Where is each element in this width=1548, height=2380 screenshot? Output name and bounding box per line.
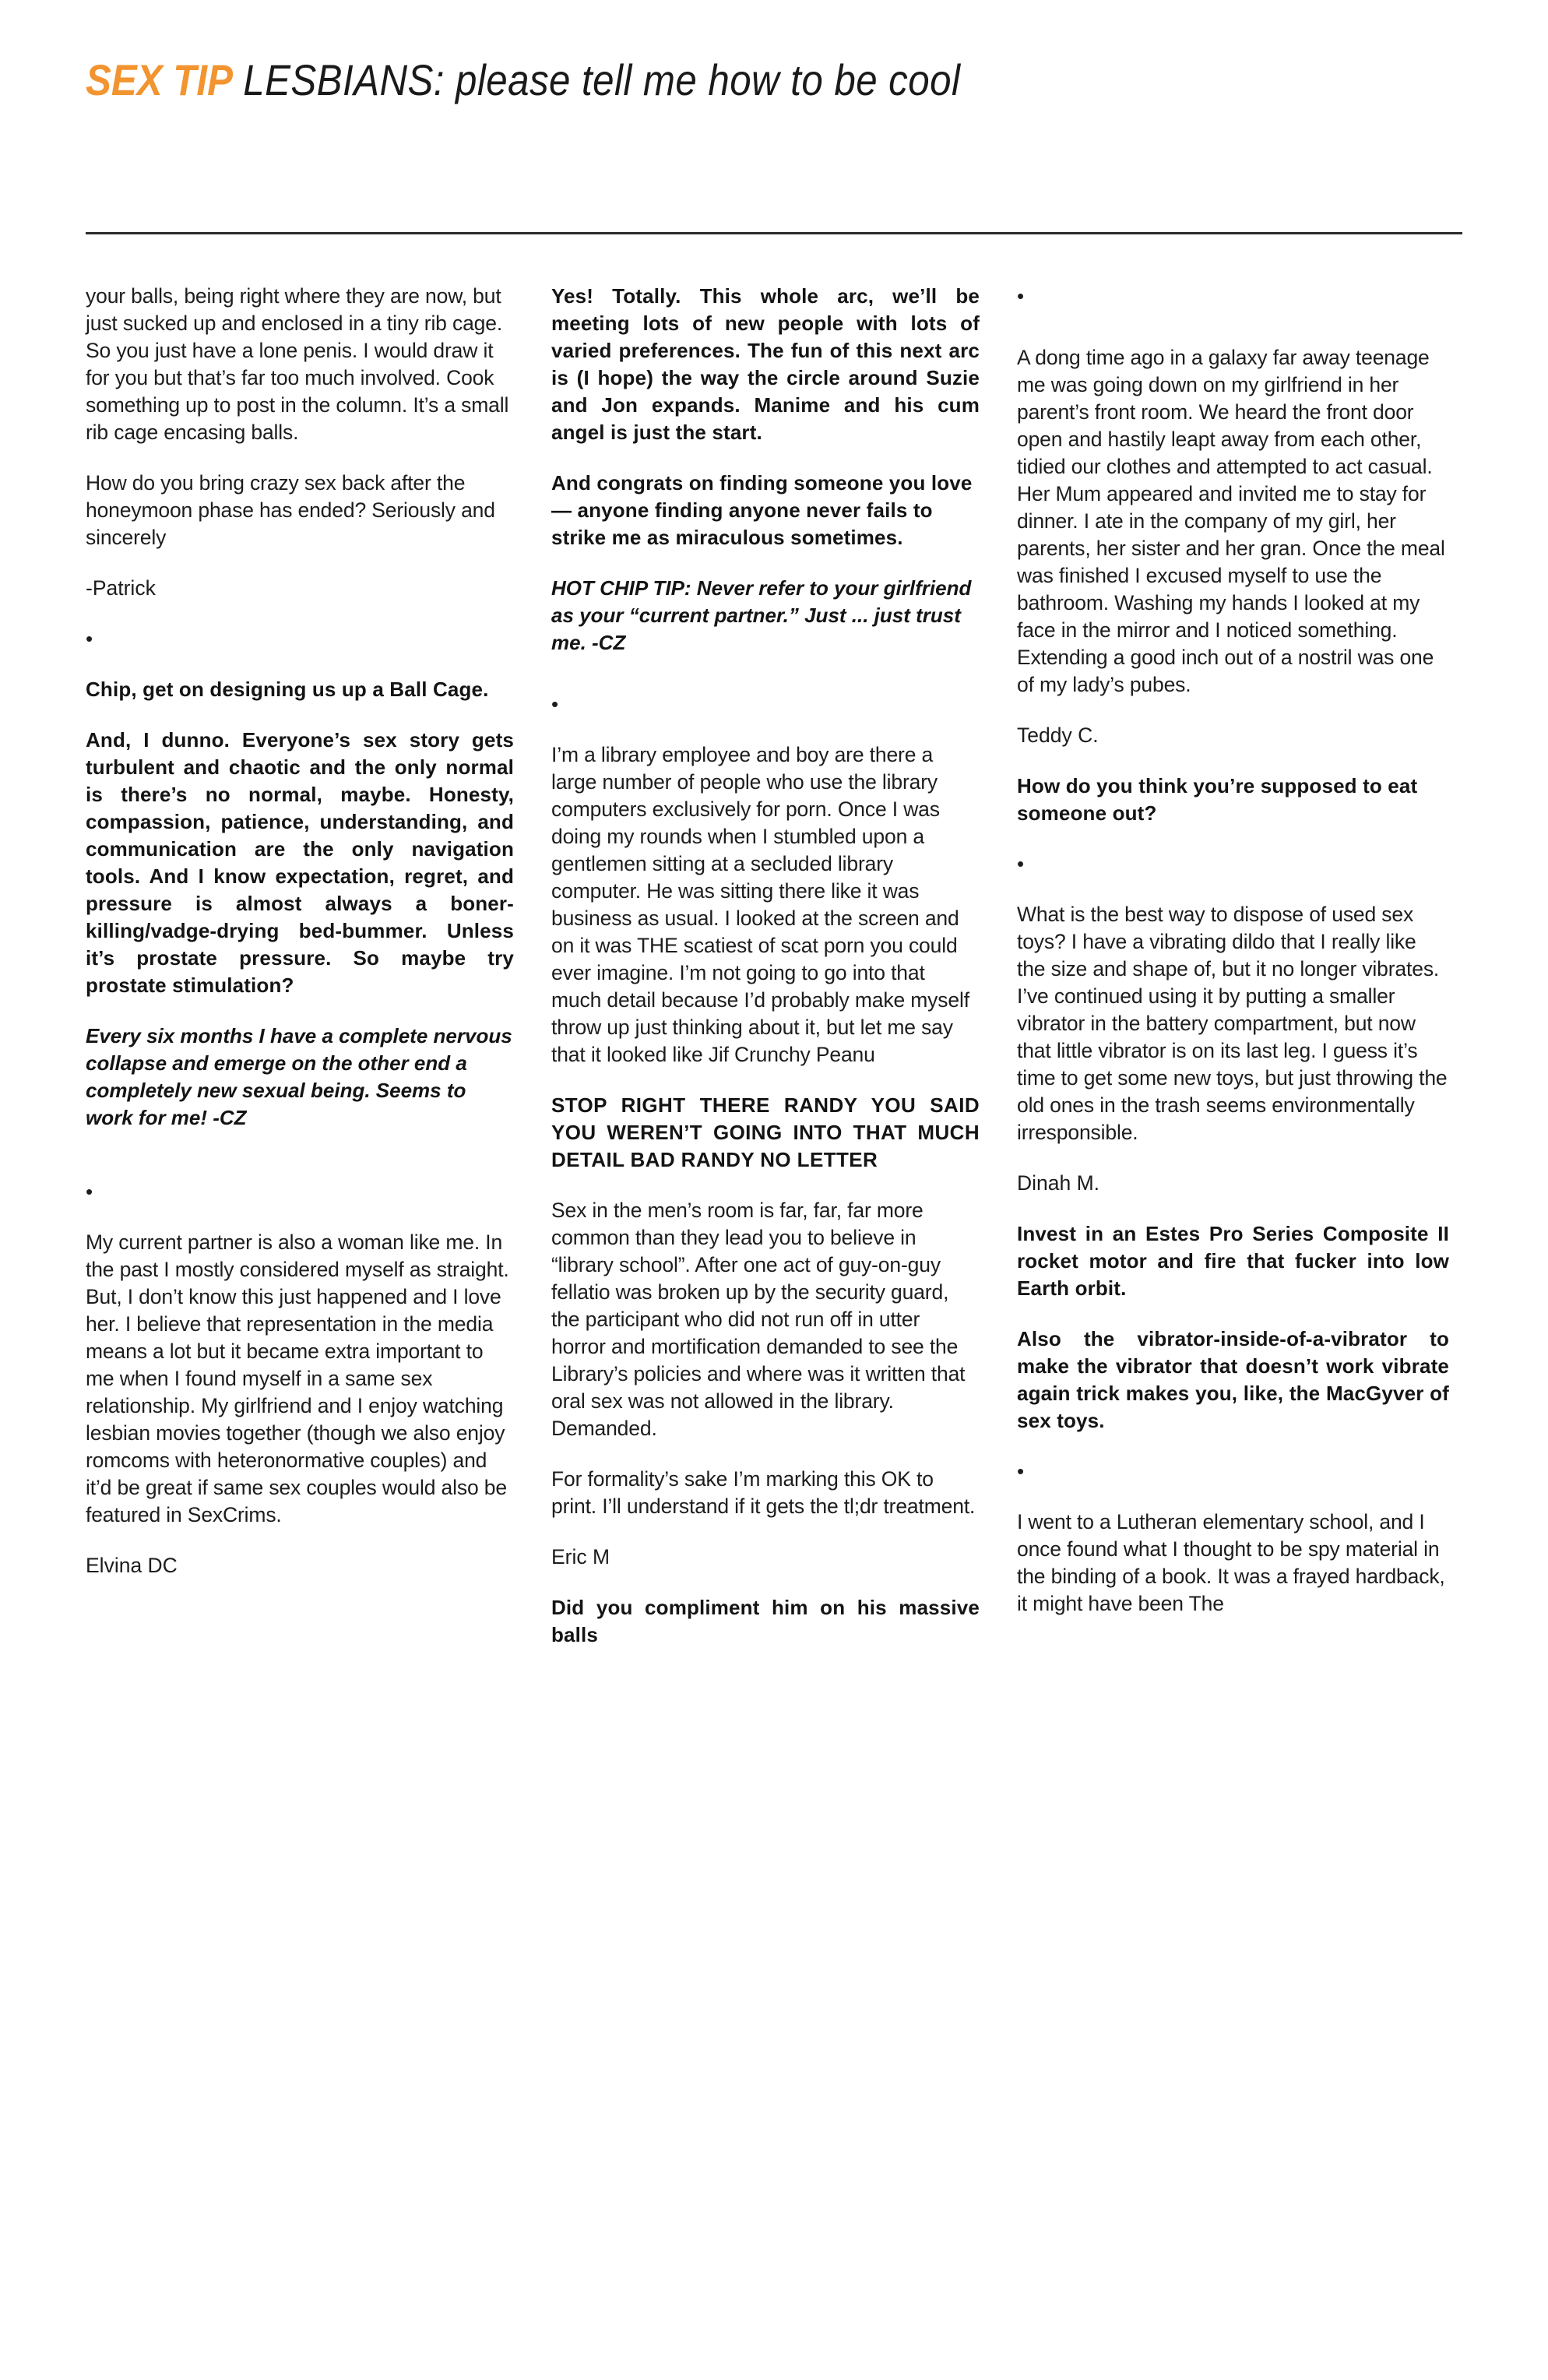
paragraph: A dong time ago in a galaxy far away teenage me was going down on my girlfriend in her parent’s front room. We heard the front door open and hastily leapt away from each other, tidied our clothes and attempted to act casual. Her Mum appeared and invited me to stay for dinner. I ate in the company of my girl, her parents, her sister and her gran. Once the meal was finished I excused myself to use the bathroom. Washing my hands I looked at my face in the mirror and I noticed something. Extending a good inch out of a nostril was one of my lady’s pubes. (1017, 346, 1445, 696)
spacer (86, 1155, 514, 1178)
editor-reply: Did you compliment him on his massive balls (551, 1596, 980, 1646)
paragraph: your balls, being right where they are now, but just sucked up and enclosed in a tiny rib cage. So you just have a lone penis. I would draw it for you but that’s far too much involved. Cook something up to post in the column. It’s a small rib cage encasing balls. (86, 284, 509, 444)
column-one (86, 283, 514, 1603)
column-three (1017, 283, 1449, 1641)
spacer (1017, 333, 1449, 344)
spacer (551, 680, 980, 691)
editor-reply: Chip, get on designing us up a Ball Cage. (86, 678, 489, 701)
masthead (0, 0, 1548, 148)
paragraph: I went to a Lutheran elementary school, and I once found what I thought to be spy material in the binding of a book. It was a frayed hardback, it might have been The (1017, 1510, 1445, 1615)
letter-signature: Dinah M. (1017, 1171, 1100, 1195)
bullet-separator (86, 625, 514, 653)
headline-kicker: SEX TIP (86, 55, 233, 104)
paragraph: How do you bring crazy sex back after the honeymoon phase has ended? Seriously and sincerely (86, 471, 495, 549)
editor-interjection: STOP RIGHT THERE RANDY YOU SAID YOU WEREN’T GOING INTO THAT MUCH DETAIL BAD RANDY NO LETTER (551, 1093, 980, 1171)
letter-signature: Eric M (551, 1545, 610, 1568)
bullet-separator (1017, 283, 1449, 310)
paragraph: I’m a library employee and boy are there a large number of people who use the library computers exclusively for porn. Once I was doing my rounds when I stumbled upon a gentlemen sitting at a secluded library computer. He was sitting there like it was business as usual. I looked at the screen and on it was THE scatiest of scat porn you could ever imagine. I’m not going to go into that much detail because I’d probably make myself throw up just thinking about it, but let me say that it looked like Jif Crunchy Peanu (551, 743, 969, 1066)
bullet-separator (1017, 1458, 1449, 1485)
letter-signature: Elvina DC (86, 1554, 178, 1577)
bullet-separator (1017, 850, 1449, 878)
editor-reply: How do you think you’re supposed to eat someone out? (1017, 774, 1418, 825)
editor-reply: Invest in an Estes Pro Series Composite II rocket motor and fire that fucker into low Earth orbit. (1017, 1222, 1449, 1300)
paragraph: My current partner is also a woman like me. In the past I mostly considered myself as straight. But, I don’t know this just happened and I love her. I believe that representation in the media means a lot but it became extra important to me when I found myself in a same sex relationship. My girlfriend and I enjoy watching lesbian movies together (though we also enjoy romcoms with heteronormative couples) and it’d be great if same sex couples would also be featured in SexCrims. (86, 1230, 509, 1526)
editor-reply: Yes! Totally. This whole arc, we’ll be meeting lots of new people with lots of varied preferences. The fun of this next arc is (I hope) the way the circle around Suzie and Jon expands. Manime and his cum angel is just the start. (551, 284, 980, 444)
editor-reply: Also the vibrator-inside-of-a-vibrator to make the vibrator that doesn’t work vibrate again trick makes you, like, the MacGyver of sex toys. (1017, 1327, 1449, 1432)
article-columns (0, 234, 1548, 1672)
bullet-separator (86, 1178, 514, 1206)
page-title (86, 55, 1297, 104)
letter-signature: Teddy C. (1017, 724, 1099, 747)
column-two (551, 283, 980, 1672)
editor-reply: And, I dunno. Everyone’s sex story gets turbulent and chaotic and the only normal is there’s no normal, maybe. Honesty, compassion, patience, understanding, and communication are the only navigation tools. And I know expectation, regret, and pressure is almost always a boner-killing/vadge-drying bed-bummer. Unless it’s prostate pressure. So maybe try prostate stimulation? (86, 728, 514, 997)
headline-title: LESBIANS: please tell me how to be cool (243, 55, 961, 104)
paragraph: What is the best way to dispose of used sex toys? I have a vibrating dildo that I really like the size and shape of, but it no longer vibrates. I’ve continued using it by putting a smaller vibrator in the battery compartment, but now that little vibrator is on its last leg. I guess it’s time to get some new toys, but just throwing the old ones in the trash seems environmentally irresponsible. (1017, 903, 1448, 1144)
editor-aside: Every six months I have a complete nervous collapse and emerge on the other end a completely new sexual being. Seems to work for me! -CZ (86, 1024, 512, 1129)
paragraph: Sex in the men’s room is far, far, far more common than they lead you to believe in “library school”. After one act of guy-on-guy fellatio was broken up by the security guard, the participant who did not run off in utter horror and mortification demanded to see the Library’s policies and where was it written that oral sex was not allowed in the library. Demanded. (551, 1199, 966, 1440)
bullet-separator (551, 691, 980, 718)
editor-aside: HOT CHIP TIP: Never refer to your girlfriend as your “current partner.” Just ... just trust me. -CZ (551, 576, 972, 654)
letter-signature: -Patrick (86, 576, 156, 600)
paragraph: For formality’s sake I’m marking this OK to print. I’ll understand if it gets the tl;dr treatment. (551, 1467, 976, 1518)
editor-reply: And congrats on finding someone you love — anyone finding anyone never fails to strike me as miraculous sometimes. (551, 471, 973, 549)
